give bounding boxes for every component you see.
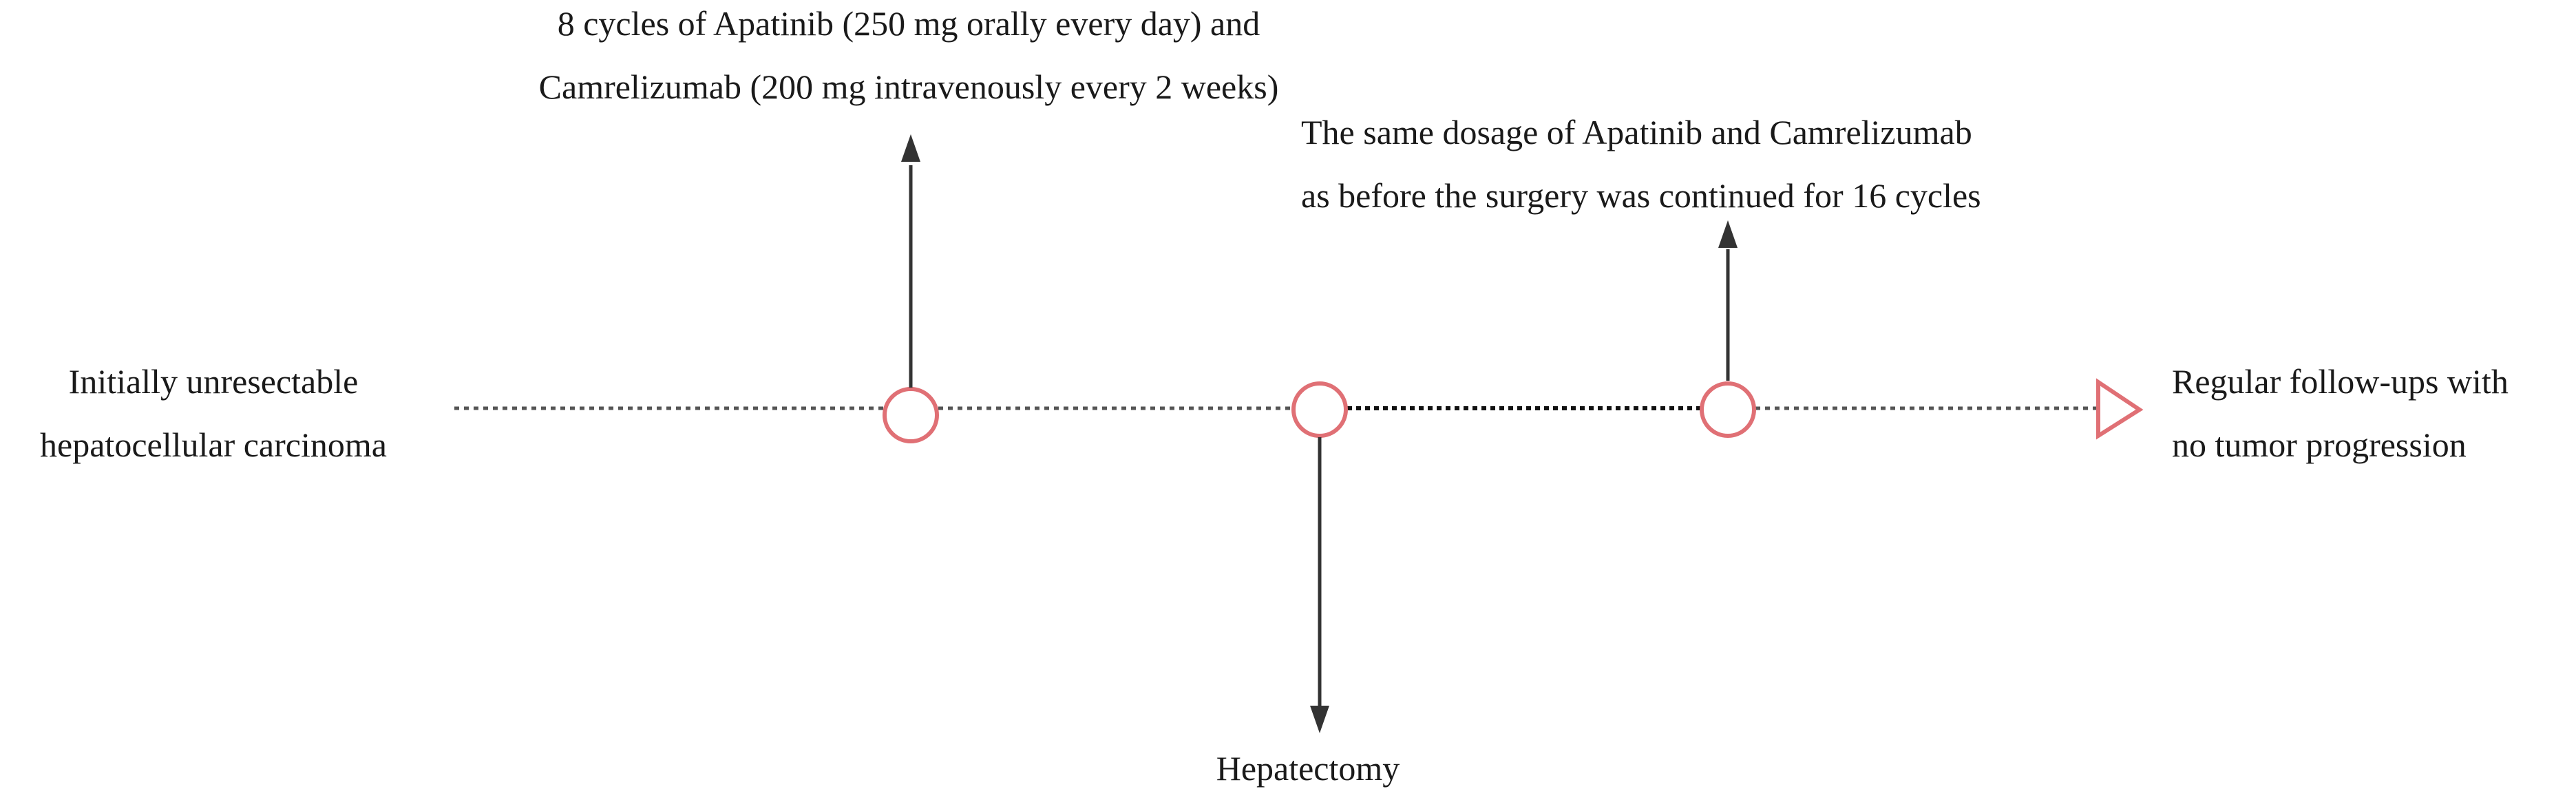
adjuvant-label-line-2: as before the surgery was continued for 16 cycles [1301,176,1981,215]
start-label-line-1: Initially unresectable [68,362,359,401]
start-label-line-2: hepatocellular carcinoma [40,425,387,464]
adjuvant-label-line-1: The same dosage of Apatinib and Camrelizumab [1301,113,1972,151]
neoadjuvant-label-line-1: 8 cycles of Apatinib (250 mg orally every day) and [557,4,1260,43]
arrow-down-hepatectomy-head [1310,706,1329,733]
milestone-adjuvant [1702,383,1754,436]
arrow-up-neoadjuvant-head [901,134,920,162]
timeline-end-arrow [2098,382,2140,436]
end-label-line-2: no tumor progression [2172,425,2467,464]
end-label-line-1: Regular follow-ups with [2172,362,2509,401]
neoadjuvant-label [386,0,1432,118]
surgery-label [1170,737,1446,800]
end-label [2172,350,2509,476]
start-label [0,350,427,476]
surgery-label-text: Hepatectomy [1216,749,1400,788]
neoadjuvant-label-line-2: Camrelizumab (200 mg intravenously every 2 weeks) [538,67,1279,106]
milestone-neoadjuvant [885,389,937,441]
milestone-hepatectomy [1294,383,1346,436]
adjuvant-label [1301,101,1981,227]
